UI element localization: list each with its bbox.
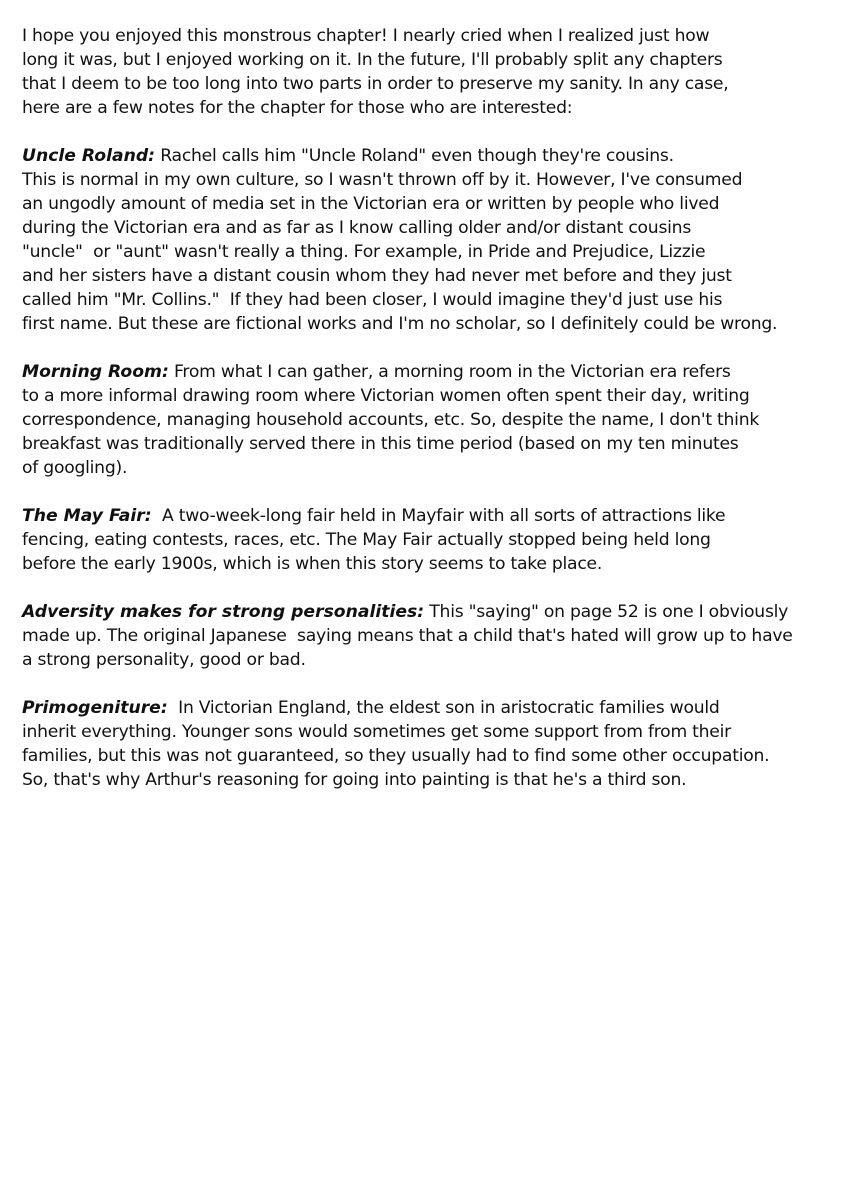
note-line: of googling). <box>22 458 128 478</box>
note-term: The May Fair: <box>22 506 152 526</box>
intro-line: that I deem to be too long into two parts in order to preserve my sanity. In any case, <box>22 74 729 94</box>
intro-line: long it was, but I enjoyed working on it. In the future, I'll probably split any chapters <box>22 50 723 70</box>
paragraph-gap <box>22 480 832 504</box>
paragraph-gap <box>22 336 832 360</box>
note-term: Adversity makes for strong personalities: <box>22 602 425 622</box>
note-uncle-roland <box>22 144 832 336</box>
note-line: before the early 1900s, which is when this story seems to take place. <box>22 554 603 574</box>
note-line: breakfast was traditionally served there in this time period (based on my ten minutes <box>22 434 739 454</box>
note-term: Morning Room: <box>22 362 169 382</box>
note-line: correspondence, managing household accounts, etc. So, despite the name, I don't think <box>22 410 760 430</box>
note-adversity <box>22 600 832 672</box>
note-line: during the Victorian era and as far as I know calling older and/or distant cousins <box>22 218 692 238</box>
intro-line: here are a few notes for the chapter for those who are interested: <box>22 98 573 118</box>
note-line: and her sisters have a distant cousin whom they had never met before and they just <box>22 266 732 286</box>
note-text: In Victorian England, the eldest son in aristocratic families would <box>167 698 720 718</box>
note-line: This is normal in my own culture, so I wasn't thrown off by it. However, I've consumed <box>22 170 743 190</box>
paragraph-gap <box>22 576 832 600</box>
paragraph-gap <box>22 120 832 144</box>
note-term: Uncle Roland: <box>22 146 156 166</box>
note-line: So, that's why Arthur's reasoning for going into painting is that he's a third son. <box>22 770 687 790</box>
note-morning-room <box>22 360 832 480</box>
notes-page <box>22 24 832 792</box>
note-line: made up. The original Japanese saying means that a child that's hated will grow up to have <box>22 626 793 646</box>
note-text: This "saying" on page 52 is one I obviously <box>424 602 789 622</box>
note-line: a strong personality, good or bad. <box>22 650 306 670</box>
note-line: "uncle" or "aunt" wasn't really a thing. For example, in Pride and Prejudice, Lizzie <box>22 242 706 262</box>
note-text: A two-week-long fair held in Mayfair with all sorts of attractions like <box>151 506 726 526</box>
note-line: an ungodly amount of media set in the Victorian era or written by people who lived <box>22 194 720 214</box>
note-term: Primogeniture: <box>22 698 168 718</box>
note-may-fair <box>22 504 832 576</box>
intro-line: I hope you enjoyed this monstrous chapter! I nearly cried when I realized just how <box>22 26 710 46</box>
note-primogeniture <box>22 696 832 792</box>
intro-paragraph <box>22 24 832 120</box>
note-line: first name. But these are fictional works and I'm no scholar, so I definitely could be wrong. <box>22 314 778 334</box>
note-text: Rachel calls him "Uncle Roland" even though they're cousins. <box>155 146 674 166</box>
note-line: called him "Mr. Collins." If they had been closer, I would imagine they'd just use his <box>22 290 723 310</box>
note-text: From what I can gather, a morning room in the Victorian era refers <box>168 362 731 382</box>
note-line: inherit everything. Younger sons would sometimes get some support from from their <box>22 722 731 742</box>
note-line: families, but this was not guaranteed, so they usually had to find some other occupation. <box>22 746 770 766</box>
note-line: to a more informal drawing room where Victorian women often spent their day, writing <box>22 386 750 406</box>
paragraph-gap <box>22 672 832 696</box>
note-line: fencing, eating contests, races, etc. The May Fair actually stopped being held long <box>22 530 711 550</box>
